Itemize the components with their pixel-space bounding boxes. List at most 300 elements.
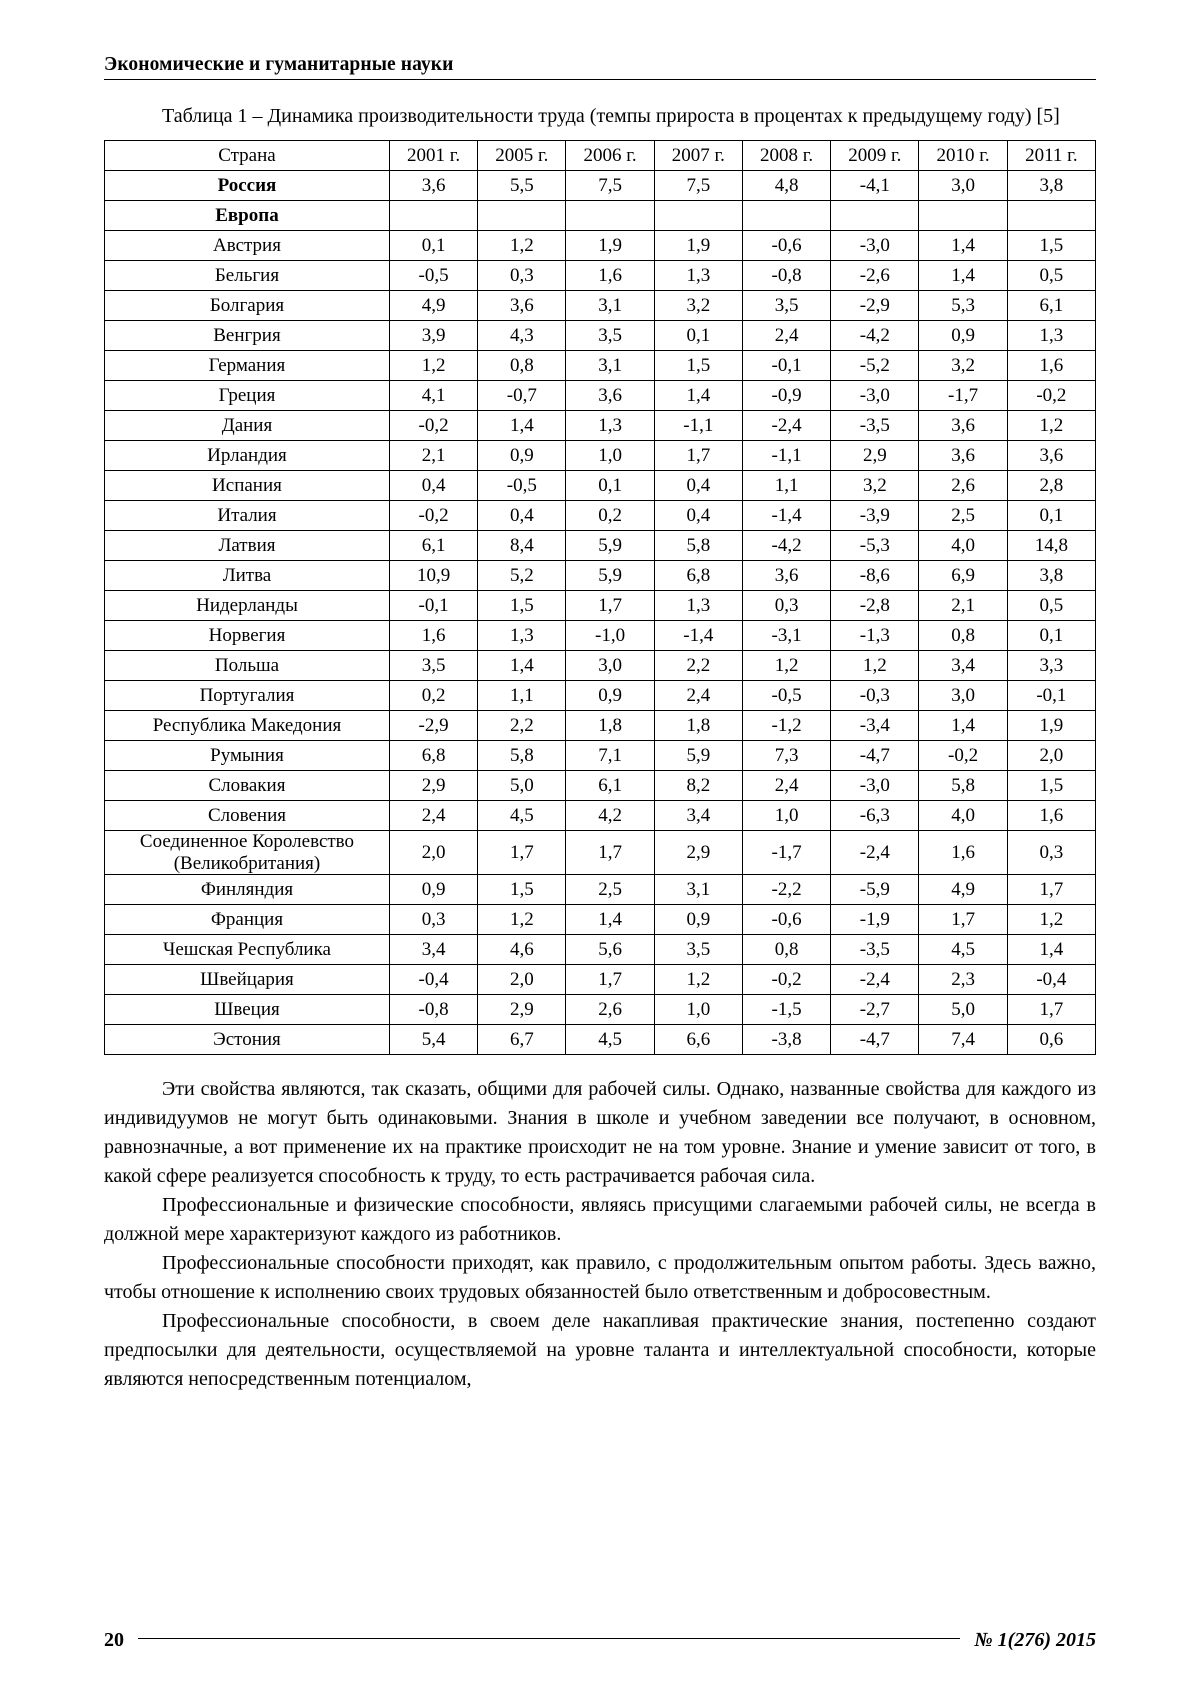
cell-country: Нидерланды	[105, 591, 390, 621]
cell-value: 0,6	[1007, 1024, 1095, 1054]
page-footer	[104, 1629, 1096, 1652]
cell-value: 2,6	[919, 471, 1007, 501]
cell-value: 0,9	[566, 681, 654, 711]
productivity-table	[104, 140, 1096, 1055]
cell-value: 1,4	[654, 381, 742, 411]
cell-country: Испания	[105, 471, 390, 501]
cell-value: 0,4	[654, 501, 742, 531]
cell-value: 8,2	[654, 771, 742, 801]
table-row	[105, 801, 1096, 831]
cell-value: 6,1	[566, 771, 654, 801]
column-header-year: 2007 г.	[654, 141, 742, 171]
cell-value: 5,9	[566, 531, 654, 561]
cell-value: 1,8	[654, 711, 742, 741]
cell-value: 3,1	[654, 874, 742, 904]
cell-country: Финляндия	[105, 874, 390, 904]
column-header-year: 2011 г.	[1007, 141, 1095, 171]
page-number: 20	[104, 1629, 124, 1651]
table-row	[105, 411, 1096, 441]
cell-value	[654, 201, 742, 231]
cell-value: 0,8	[919, 621, 1007, 651]
cell-value: 2,2	[478, 711, 566, 741]
cell-value: -2,9	[389, 711, 477, 741]
cell-value: -4,1	[831, 171, 919, 201]
cell-value: 6,9	[919, 561, 1007, 591]
cell-country: Греция	[105, 381, 390, 411]
cell-value: 1,0	[654, 994, 742, 1024]
cell-value: 6,1	[389, 531, 477, 561]
cell-value: 1,0	[742, 801, 830, 831]
running-head: Экономические и гуманитарные науки	[104, 54, 454, 75]
table-row	[105, 934, 1096, 964]
cell-value: -1,0	[566, 621, 654, 651]
cell-value: 3,6	[742, 561, 830, 591]
cell-value: -0,4	[1007, 964, 1095, 994]
cell-country: Словения	[105, 801, 390, 831]
cell-value: 7,1	[566, 741, 654, 771]
cell-value: 1,7	[1007, 874, 1095, 904]
column-header-year: 2010 г.	[919, 141, 1007, 171]
cell-value: 1,5	[654, 351, 742, 381]
cell-value: 0,3	[389, 904, 477, 934]
cell-value: -2,7	[831, 994, 919, 1024]
cell-value: 1,9	[654, 231, 742, 261]
cell-country: Литва	[105, 561, 390, 591]
cell-country: Словакия	[105, 771, 390, 801]
cell-value: -4,2	[831, 321, 919, 351]
table-row	[105, 994, 1096, 1024]
cell-value: -1,1	[742, 441, 830, 471]
cell-value: 3,4	[389, 934, 477, 964]
cell-value: -3,8	[742, 1024, 830, 1054]
cell-value: 1,2	[1007, 411, 1095, 441]
cell-value: 2,4	[742, 771, 830, 801]
cell-value: 2,6	[566, 994, 654, 1024]
cell-value: -0,2	[389, 501, 477, 531]
cell-value: 7,3	[742, 741, 830, 771]
cell-value: 1,6	[1007, 801, 1095, 831]
cell-value: 3,2	[919, 351, 1007, 381]
cell-value: -0,2	[919, 741, 1007, 771]
cell-value: 0,1	[1007, 621, 1095, 651]
cell-value: 0,4	[478, 501, 566, 531]
cell-value: 1,6	[566, 261, 654, 291]
table-row	[105, 561, 1096, 591]
cell-value: 3,8	[1007, 171, 1095, 201]
cell-value: -0,1	[1007, 681, 1095, 711]
cell-value: -2,4	[742, 411, 830, 441]
cell-value: -1,4	[742, 501, 830, 531]
cell-value: 2,4	[389, 801, 477, 831]
cell-value: -1,3	[831, 621, 919, 651]
paragraph-3: Профессиональные способности приходят, как правило, с продолжительным опытом работы. Здесь важно, чтобы отношение к исполнению своих трудовых обязанностей было ответственным и добросовестным.	[104, 1251, 1096, 1303]
cell-value: 4,3	[478, 321, 566, 351]
cell-value: 2,0	[389, 831, 477, 875]
cell-value: -2,9	[831, 291, 919, 321]
cell-value: 3,6	[478, 291, 566, 321]
cell-value: 1,5	[1007, 231, 1095, 261]
cell-value: -0,6	[742, 904, 830, 934]
table-row	[105, 261, 1096, 291]
cell-value: 4,5	[566, 1024, 654, 1054]
cell-value: -4,7	[831, 741, 919, 771]
cell-value	[566, 201, 654, 231]
cell-value: 4,5	[478, 801, 566, 831]
cell-value: -5,3	[831, 531, 919, 561]
cell-value: 2,1	[919, 591, 1007, 621]
cell-value: -0,8	[742, 261, 830, 291]
cell-value: 5,3	[919, 291, 1007, 321]
cell-value: 10,9	[389, 561, 477, 591]
cell-value: 0,9	[389, 874, 477, 904]
cell-value: 1,6	[919, 831, 1007, 875]
cell-value: -0,8	[389, 994, 477, 1024]
column-header-year: 2005 г.	[478, 141, 566, 171]
table-row	[105, 441, 1096, 471]
cell-value: 6,8	[389, 741, 477, 771]
cell-value: 1,0	[566, 441, 654, 471]
cell-value: 0,9	[919, 321, 1007, 351]
cell-value: 2,9	[654, 831, 742, 875]
table-row	[105, 771, 1096, 801]
paragraph-1: Эти свойства являются, так сказать, общими для рабочей силы. Однако, названные свойства для каждого из индивидуумов не могут быть одинаковыми. Знания в школе и учебном заведении все получают, в основном, равнозначные, а вот применение их на практике происходит не на том уровне. Знание и умение зависит от того, в какой сфере реализуется способность к труду, то есть растрачивается рабочая сила.	[104, 1077, 1096, 1187]
table-row	[105, 711, 1096, 741]
table-row	[105, 351, 1096, 381]
table-row	[105, 471, 1096, 501]
cell-value: 3,2	[654, 291, 742, 321]
table-row	[105, 231, 1096, 261]
column-header-country: Страна	[105, 141, 390, 171]
cell-value: 1,2	[1007, 904, 1095, 934]
cell-value: 1,4	[919, 711, 1007, 741]
cell-value: 0,1	[389, 231, 477, 261]
cell-value: 3,2	[831, 471, 919, 501]
cell-country: Болгария	[105, 291, 390, 321]
cell-value	[831, 201, 919, 231]
cell-country: Австрия	[105, 231, 390, 261]
cell-value: 3,6	[1007, 441, 1095, 471]
cell-value: 5,9	[654, 741, 742, 771]
table-row	[105, 904, 1096, 934]
cell-value: 3,4	[919, 651, 1007, 681]
cell-value: -3,5	[831, 934, 919, 964]
cell-value: 0,5	[1007, 261, 1095, 291]
table-row	[105, 831, 1096, 875]
cell-value: 3,5	[566, 321, 654, 351]
cell-value: 1,2	[389, 351, 477, 381]
cell-value: 1,9	[1007, 711, 1095, 741]
cell-value: 1,4	[478, 411, 566, 441]
cell-value: 7,5	[654, 171, 742, 201]
cell-value: 1,3	[566, 411, 654, 441]
footer-rule	[138, 1638, 960, 1639]
cell-value: 3,0	[919, 171, 1007, 201]
cell-value	[389, 201, 477, 231]
cell-value: 0,3	[742, 591, 830, 621]
cell-country: Эстония	[105, 1024, 390, 1054]
cell-value: 0,9	[478, 441, 566, 471]
column-header-year: 2008 г.	[742, 141, 830, 171]
cell-value: 1,2	[478, 231, 566, 261]
table-row	[105, 681, 1096, 711]
cell-value: -0,2	[389, 411, 477, 441]
table-row	[105, 621, 1096, 651]
cell-value: 1,9	[566, 231, 654, 261]
cell-value: -0,1	[742, 351, 830, 381]
cell-value: -0,5	[742, 681, 830, 711]
cell-value: 5,9	[566, 561, 654, 591]
cell-value: -4,2	[742, 531, 830, 561]
cell-value: 4,9	[389, 291, 477, 321]
cell-value: 4,1	[389, 381, 477, 411]
cell-value: 0,3	[478, 261, 566, 291]
cell-value: 4,6	[478, 934, 566, 964]
table-row	[105, 171, 1096, 201]
cell-value: 1,3	[654, 261, 742, 291]
cell-value: 0,4	[389, 471, 477, 501]
cell-value: -0,2	[742, 964, 830, 994]
cell-value: -1,5	[742, 994, 830, 1024]
cell-value	[1007, 201, 1095, 231]
cell-value: 1,7	[654, 441, 742, 471]
cell-value: -1,7	[742, 831, 830, 875]
cell-value: -0,5	[478, 471, 566, 501]
cell-value: 5,8	[478, 741, 566, 771]
cell-value: -0,9	[742, 381, 830, 411]
cell-country: Германия	[105, 351, 390, 381]
cell-country: Франция	[105, 904, 390, 934]
cell-value: 2,5	[566, 874, 654, 904]
cell-value: 3,5	[742, 291, 830, 321]
cell-value: 1,1	[742, 471, 830, 501]
cell-value: -1,4	[654, 621, 742, 651]
cell-value: 1,5	[478, 874, 566, 904]
issue-label: № 1(276) 2015	[974, 1629, 1096, 1651]
cell-value: -0,6	[742, 231, 830, 261]
cell-value: -4,7	[831, 1024, 919, 1054]
cell-value: 1,4	[478, 651, 566, 681]
cell-value: 3,6	[919, 441, 1007, 471]
cell-value: -3,1	[742, 621, 830, 651]
cell-value: 4,2	[566, 801, 654, 831]
cell-value: 1,7	[566, 964, 654, 994]
column-header-year: 2009 г.	[831, 141, 919, 171]
cell-value: 0,2	[389, 681, 477, 711]
cell-value: 3,1	[566, 351, 654, 381]
table-row	[105, 651, 1096, 681]
cell-value: 4,0	[919, 531, 1007, 561]
cell-value: -2,6	[831, 261, 919, 291]
cell-value: 4,5	[919, 934, 1007, 964]
cell-value: 2,0	[478, 964, 566, 994]
table-caption	[104, 102, 1096, 130]
table-body	[105, 141, 1096, 1055]
cell-value: 5,4	[389, 1024, 477, 1054]
cell-value: 0,3	[1007, 831, 1095, 875]
cell-value: 2,3	[919, 964, 1007, 994]
cell-country: Румыния	[105, 741, 390, 771]
cell-value: -3,0	[831, 381, 919, 411]
cell-value: 2,0	[1007, 741, 1095, 771]
cell-value: 5,5	[478, 171, 566, 201]
cell-country: Европа	[105, 201, 390, 231]
cell-value: -3,5	[831, 411, 919, 441]
cell-country: Португалия	[105, 681, 390, 711]
cell-value: 1,3	[654, 591, 742, 621]
cell-value: 3,6	[389, 171, 477, 201]
cell-value: 2,9	[389, 771, 477, 801]
cell-value: 1,1	[478, 681, 566, 711]
cell-value: 2,5	[919, 501, 1007, 531]
cell-value: 2,4	[742, 321, 830, 351]
cell-value: 5,8	[919, 771, 1007, 801]
cell-value: 0,2	[566, 501, 654, 531]
cell-value: 6,8	[654, 561, 742, 591]
cell-value: 4,0	[919, 801, 1007, 831]
cell-value: 1,8	[566, 711, 654, 741]
cell-value: -0,1	[389, 591, 477, 621]
cell-country: Чешская Республика	[105, 934, 390, 964]
cell-value: -0,7	[478, 381, 566, 411]
cell-country: Республика Македония	[105, 711, 390, 741]
cell-value: 14,8	[1007, 531, 1095, 561]
cell-value: 0,9	[654, 904, 742, 934]
cell-value: -2,4	[831, 831, 919, 875]
cell-value: 1,5	[1007, 771, 1095, 801]
table-row	[105, 741, 1096, 771]
cell-value: 4,9	[919, 874, 1007, 904]
cell-value: 6,1	[1007, 291, 1095, 321]
cell-value: 2,9	[478, 994, 566, 1024]
table-row	[105, 1024, 1096, 1054]
cell-value: 1,7	[478, 831, 566, 875]
cell-value: 0,1	[654, 321, 742, 351]
cell-value: 1,7	[566, 591, 654, 621]
table-header-row	[105, 141, 1096, 171]
table-row	[105, 381, 1096, 411]
column-header-year: 2001 г.	[389, 141, 477, 171]
table-row	[105, 291, 1096, 321]
cell-value: 1,2	[654, 964, 742, 994]
cell-value: -1,1	[654, 411, 742, 441]
paragraph-2: Профессиональные и физические способности, являясь присущими слагаемыми рабочей силы, не всегда в должной мере характеризуют каждого из работников.	[104, 1193, 1096, 1245]
cell-value	[478, 201, 566, 231]
cell-value: 3,5	[389, 651, 477, 681]
cell-value: 2,8	[1007, 471, 1095, 501]
cell-value: 3,0	[566, 651, 654, 681]
cell-value: 0,5	[1007, 591, 1095, 621]
cell-country: Россия	[105, 171, 390, 201]
cell-country: Соединенное Королевство (Великобритания)	[105, 831, 390, 875]
cell-value: -3,0	[831, 231, 919, 261]
table-caption-text: Таблица 1 – Динамика производительности труда (темпы прироста в процентах к предыдущему году) [5]	[162, 105, 1060, 127]
cell-value: 2,2	[654, 651, 742, 681]
cell-value: 7,4	[919, 1024, 1007, 1054]
cell-value: 1,6	[1007, 351, 1095, 381]
table-row	[105, 591, 1096, 621]
cell-value: 3,1	[566, 291, 654, 321]
cell-value: 3,4	[654, 801, 742, 831]
cell-value: 4,8	[742, 171, 830, 201]
cell-value: 1,7	[566, 831, 654, 875]
cell-value: 0,1	[1007, 501, 1095, 531]
cell-value: -0,5	[389, 261, 477, 291]
cell-value: 6,7	[478, 1024, 566, 1054]
cell-value: 1,5	[478, 591, 566, 621]
cell-value: -0,2	[1007, 381, 1095, 411]
cell-value: -5,2	[831, 351, 919, 381]
cell-value: 5,6	[566, 934, 654, 964]
table-row	[105, 874, 1096, 904]
cell-value: 0,8	[742, 934, 830, 964]
cell-value: 1,2	[478, 904, 566, 934]
running-head-rule	[104, 79, 1096, 80]
cell-value: 3,8	[1007, 561, 1095, 591]
cell-country: Норвегия	[105, 621, 390, 651]
cell-value: 1,3	[1007, 321, 1095, 351]
cell-value: 3,6	[566, 381, 654, 411]
cell-value: -2,2	[742, 874, 830, 904]
cell-value: 3,9	[389, 321, 477, 351]
cell-value: -3,0	[831, 771, 919, 801]
column-header-year: 2006 г.	[566, 141, 654, 171]
cell-country: Ирландия	[105, 441, 390, 471]
cell-value: -1,7	[919, 381, 1007, 411]
cell-value: -2,4	[831, 964, 919, 994]
cell-value: 7,5	[566, 171, 654, 201]
cell-value: -0,3	[831, 681, 919, 711]
cell-value: 1,4	[566, 904, 654, 934]
cell-value: 5,2	[478, 561, 566, 591]
cell-value: 1,6	[389, 621, 477, 651]
paragraph-4: Профессиональные способности, в своем деле накапливая практические знания, постепенно создают предпосылки для деятельности, осуществляемой на уровне таланта и интеллектуальной способности, которые являются непосредственным потенциалом,	[104, 1309, 1096, 1390]
cell-value: 8,4	[478, 531, 566, 561]
cell-value: 1,4	[919, 261, 1007, 291]
cell-value: 1,2	[831, 651, 919, 681]
table-row	[105, 501, 1096, 531]
body-text	[104, 1075, 1096, 1394]
cell-value: -3,4	[831, 711, 919, 741]
cell-country: Дания	[105, 411, 390, 441]
cell-value: 6,6	[654, 1024, 742, 1054]
cell-value: 5,0	[919, 994, 1007, 1024]
cell-value: 1,2	[742, 651, 830, 681]
cell-value: 3,6	[919, 411, 1007, 441]
cell-value: -3,9	[831, 501, 919, 531]
cell-country: Бельгия	[105, 261, 390, 291]
cell-value: 3,5	[654, 934, 742, 964]
cell-value: 0,4	[654, 471, 742, 501]
cell-value: 2,1	[389, 441, 477, 471]
cell-value: 5,8	[654, 531, 742, 561]
cell-value: 1,4	[919, 231, 1007, 261]
cell-value	[742, 201, 830, 231]
cell-value: -8,6	[831, 561, 919, 591]
cell-country: Венгрия	[105, 321, 390, 351]
cell-value: -6,3	[831, 801, 919, 831]
cell-country: Швеция	[105, 994, 390, 1024]
cell-value: -5,9	[831, 874, 919, 904]
table-row	[105, 531, 1096, 561]
cell-value: 2,4	[654, 681, 742, 711]
cell-country: Латвия	[105, 531, 390, 561]
cell-value: 0,8	[478, 351, 566, 381]
cell-country: Италия	[105, 501, 390, 531]
cell-country: Швейцария	[105, 964, 390, 994]
cell-value: 2,9	[831, 441, 919, 471]
cell-value: 3,0	[919, 681, 1007, 711]
cell-value: -1,2	[742, 711, 830, 741]
